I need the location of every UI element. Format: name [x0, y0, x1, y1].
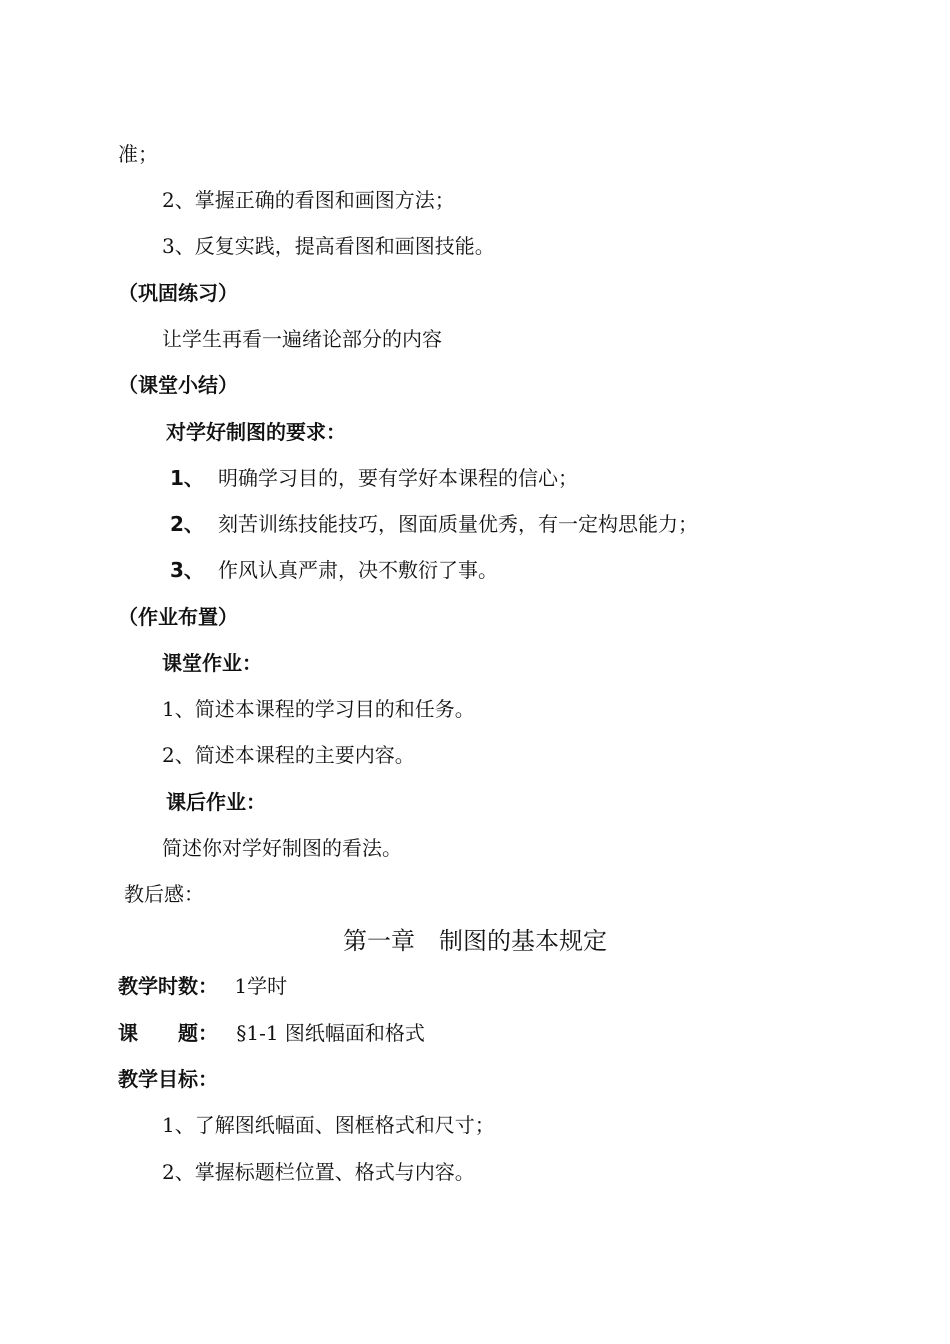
summary-item: [170, 556, 498, 584]
class-homework-item: 1、简述本课程的学习目的和任务。: [162, 697, 475, 721]
teaching-hours: [118, 972, 287, 1000]
teaching-goals-label: 教学目标：: [118, 1067, 218, 1091]
intro-item-2: 2、掌握正确的看图和画图方法；: [162, 188, 455, 212]
after-homework-label: 课后作业：: [166, 790, 266, 814]
goal-item: 1、了解图纸幅面、图框格式和尺寸；: [162, 1113, 495, 1137]
class-homework-label: 课堂作业：: [162, 651, 262, 675]
summary-heading: （课堂小结）: [118, 373, 238, 397]
summary-item-number: 2、: [170, 512, 204, 536]
practice-heading: （巩固练习）: [118, 281, 238, 305]
lesson-topic-label: 课 题：: [118, 1021, 218, 1045]
class-homework-item: 2、简述本课程的主要内容。: [162, 743, 415, 767]
summary-subheading: 对学好制图的要求：: [166, 420, 346, 444]
teaching-goals: [118, 1065, 218, 1093]
summary-item-text: 明确学习目的，要有学好本课程的信心；: [218, 466, 578, 490]
after-homework-text: 简述你对学好制图的看法。: [162, 836, 402, 860]
reflection-label: 教后感：: [124, 882, 204, 906]
summary-item-text: 作风认真严肃，决不敷衍了事。: [218, 558, 498, 582]
teaching-hours-label: 教学时数：: [118, 974, 218, 998]
summary-item-number: 1、: [170, 466, 204, 490]
practice-text: 让学生再看一遍绪论部分的内容: [162, 327, 442, 351]
summary-item: [170, 510, 698, 538]
teaching-hours-value: 1学时: [234, 974, 288, 998]
summary-item-number: 3、: [170, 558, 204, 582]
summary-item: [170, 464, 578, 492]
chapter-title: 第一章 制图的基本规定: [343, 927, 607, 955]
summary-item-text: 刻苦训练技能技巧，图面质量优秀，有一定构思能力；: [218, 512, 698, 536]
homework-heading: （作业布置）: [118, 605, 238, 629]
continued-text: 准；: [118, 142, 158, 166]
lesson-topic-value: §1-1 图纸幅面和格式: [236, 1021, 425, 1045]
lesson-topic: [118, 1019, 425, 1047]
goal-item: 2、掌握标题栏位置、格式与内容。: [162, 1160, 475, 1184]
intro-item-3: 3、反复实践，提高看图和画图技能。: [162, 234, 495, 258]
